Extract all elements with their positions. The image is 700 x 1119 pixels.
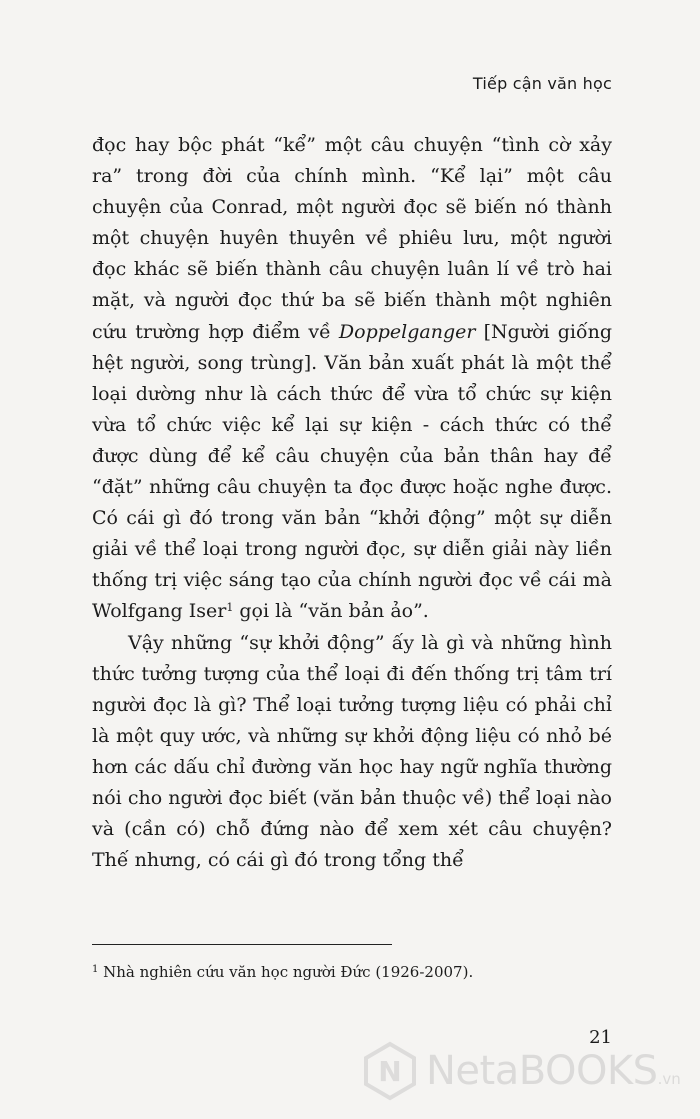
netabooks-logo-icon bbox=[360, 1041, 420, 1101]
watermark-brand bbox=[426, 1048, 681, 1094]
footnote-divider bbox=[92, 944, 392, 945]
logo-letter: N bbox=[378, 1055, 402, 1088]
footnote bbox=[92, 962, 612, 982]
footnote-marker: 1 bbox=[92, 964, 99, 975]
paragraph-1 bbox=[92, 130, 612, 628]
paragraph-2: Vậy những “sự khởi động” ấy là gì và những hình thức tưởng tượng của thể loại đi đến thống trị tâm trí người đọc là gì? Thể loại tưởng tượng liệu có phải chỉ là một quy ước, và những sự khởi động liệu có nhỏ bé hơn các dấu chỉ đường văn học hay ngữ nghĩa thường nói cho người đọc biết (văn bản thuộc về) thể loại nào và (cần có) chỗ đứng nào để xem xét câu chuyện? Thế nhưng, có cái gì đó trong tổng thể bbox=[92, 631, 612, 872]
watermark bbox=[360, 1036, 696, 1106]
paragraph-1-text-c: gọi là “văn bản ảo”. bbox=[233, 600, 429, 623]
footnote-reference[interactable]: 1 bbox=[226, 601, 234, 615]
watermark-brand-tld: .vn bbox=[657, 1070, 681, 1088]
paragraph-1-italic-term: Doppelganger bbox=[338, 320, 476, 343]
footnote-text: Nhà nghiên cứu văn học người Đức (1926-2007). bbox=[98, 963, 474, 981]
paragraph-1-text-b: [Người giống hệt người, song trùng]. Văn bản xuất phát là một thể loại dường như là cách thức để vừa tổ chức sự kiện vừa tổ chức việc kể lại sự kiện - cách thức có thể được dùng để kể câu chuyện của bản thân hay để “đặt” những câu chuyện ta đọc được hoặc nghe được. Có cái gì đó trong văn bản “khởi động” một sự diễn giải về thể loại trong người đọc, sự diễn giải này liền thống trị việc sáng tạo của chính người đọc về cái mà Wolfgang Iser bbox=[92, 320, 613, 623]
watermark-brand-name: NetaBOOKS bbox=[426, 1048, 658, 1094]
paragraph-1-text-a: đọc hay bộc phát “kể” một câu chuyện “tình cờ xảy ra” trong đời của chính mình. “Kể lại” một câu chuyện của Conrad, một người đọc sẽ biến nó thành một chuyện huyên thuyên về phiêu lưu, một người đọc khác sẽ biến thành câu chuyện luân lí về trò hai mặt, và người đọc thứ ba sẽ biến thành một nghiên cứu trường hợp điểm về bbox=[92, 134, 612, 343]
running-header: Tiếp cận văn học bbox=[472, 74, 612, 93]
body-text bbox=[92, 130, 612, 876]
page-number: 21 bbox=[589, 1027, 612, 1048]
